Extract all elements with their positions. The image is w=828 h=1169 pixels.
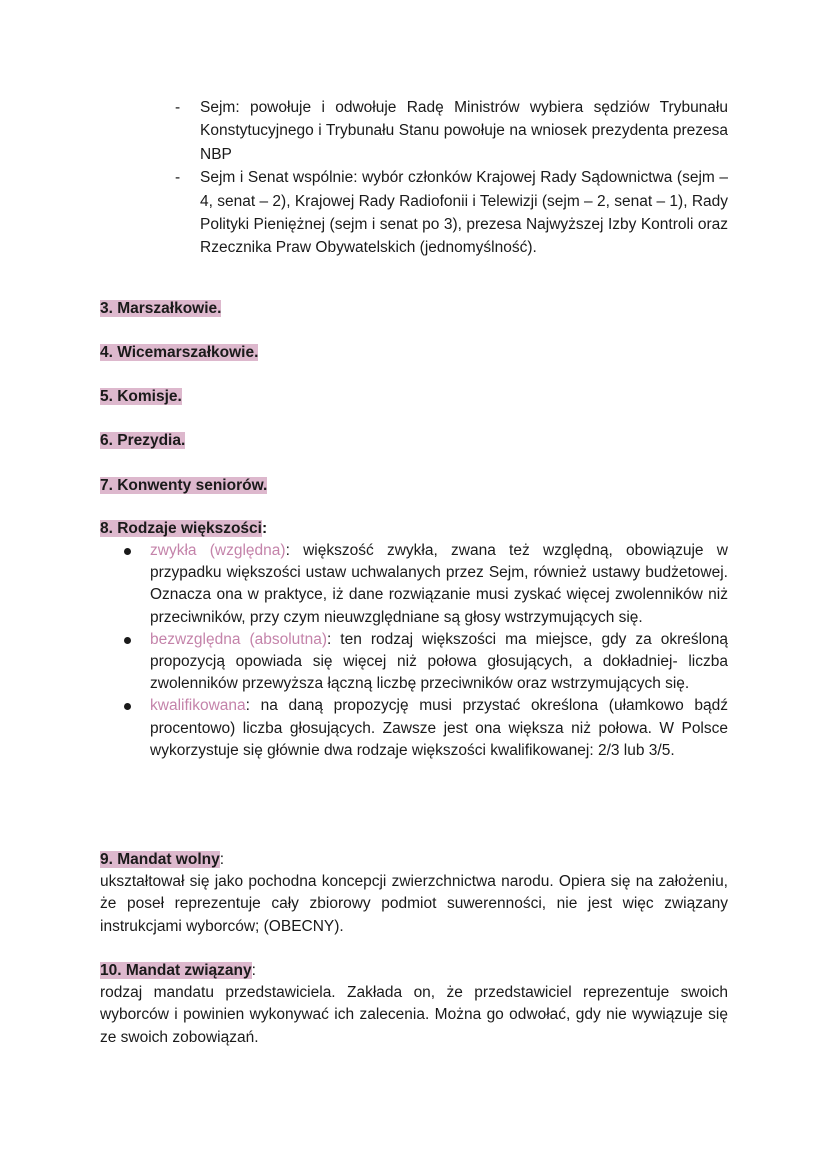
heading-marszalkowie <box>100 297 221 320</box>
heading-text: 3. Marszałkowie. <box>100 300 222 317</box>
list-item-text: Sejm i Senat wspólnie: wybór członków Krajowej Rady Sądownictwa (sejm – 4, senat – 2), Krajowej Rady Radiofonii i Telewizji (sejm – 2, senat – 1), Rady Polityki Pieniężnej (sejm i senat po 3), prezesa Najwyższej Izby Kontroli oraz Rzecznika Praw Obywatelskich (jednomyślność). <box>200 169 728 257</box>
term-description: : ten rodzaj większości ma miejsce, gdy za określoną propozycją opowiada się więcej niż połowa głosujących, a dokładniej- liczba zwolenników przewyższa łączną liczbę przeciwników oraz wstrzymujących się. <box>150 630 728 693</box>
dash-marker: - <box>175 99 181 116</box>
heading-text: 9. Mandat wolny <box>100 851 220 868</box>
heading-text: 4. Wicemarszałkowie. <box>100 344 259 361</box>
term-description: : większość zwykła, zwana też względną, obowiązuje w przypadku większości ustaw uchwalanych przez Sejm, również ustawy budżetowej. Oznacza ona w praktyce, iż dane rozwiązanie musi zyskać więcej zwolenników niż przeciwników, przy czym nieuwzględniane są głosy wstrzymujących się. <box>150 542 728 626</box>
heading-colon: : <box>251 962 256 979</box>
paragraph-mandat-wolny: ukształtował się jako pochodna koncepcji zwierzchnictwa narodu. Opiera się na założeniu, że poseł reprezentuje cały zbiorowy podmiot suwerenności, nie jest więc związany instrukcjami wyborców; (OBECNY). <box>100 873 728 935</box>
heading-rodzaje-wiekszosci <box>100 517 267 540</box>
majority-types-list <box>120 540 728 762</box>
term-label: bezwzględna (absolutna) <box>150 630 328 648</box>
bullet-icon <box>124 548 131 555</box>
list-item <box>120 695 728 762</box>
heading-colon: : <box>261 520 268 537</box>
heading-konwenty-seniorow <box>100 474 267 497</box>
heading-mandat-wolny <box>100 848 224 871</box>
heading-wicemarszalkowie <box>100 341 258 364</box>
list-item <box>170 166 728 260</box>
heading-komisje <box>100 385 182 408</box>
dash-marker: - <box>175 169 181 187</box>
term-label: zwykła (względna) <box>150 542 286 559</box>
heading-text: 5. Komisje. <box>100 388 182 405</box>
heading-mandat-zwiazany <box>100 959 256 982</box>
heading-text: 10. Mandat związany <box>100 962 252 979</box>
term-label: kwalifikowana <box>150 697 246 715</box>
heading-text: 8. Rodzaje większości <box>100 520 262 537</box>
term-description: : na daną propozycję musi przystać określona (ułamkowo bądź procentowo) liczba głosujących. Zawsze jest ona większa niż połowa. W Polsce wykorzystuje się głównie dwa rodzaje większości kwalifikowanej: 2/3 lub 3/5. <box>150 697 728 759</box>
bullet-icon <box>124 637 131 644</box>
paragraph-mandat-zwiazany: rodzaj mandatu przedstawiciela. Zakłada on, że przedstawiciel reprezentuje swoich wyborców i powinien wykonywać ich zalecenia. Można go odwołać, gdy nie wywiązuje się ze swoich zobowiązań. <box>100 984 728 1046</box>
list-item <box>170 96 728 166</box>
list-item-text: Sejm: powołuje i odwołuje Radę Ministrów wybiera sędziów Trybunału Konstytucyjnego i Trybunału Stanu powołuje na wniosek prezydenta prezesa NBP <box>200 99 728 163</box>
list-item <box>120 629 728 696</box>
list-item <box>120 540 728 629</box>
bullet-icon <box>124 703 131 710</box>
heading-text: 6. Prezydia. <box>100 432 186 449</box>
heading-prezydia <box>100 429 185 452</box>
heading-colon: : <box>219 851 225 868</box>
heading-text: 7. Konwenty seniorów. <box>100 477 268 494</box>
top-dash-list <box>170 96 728 260</box>
